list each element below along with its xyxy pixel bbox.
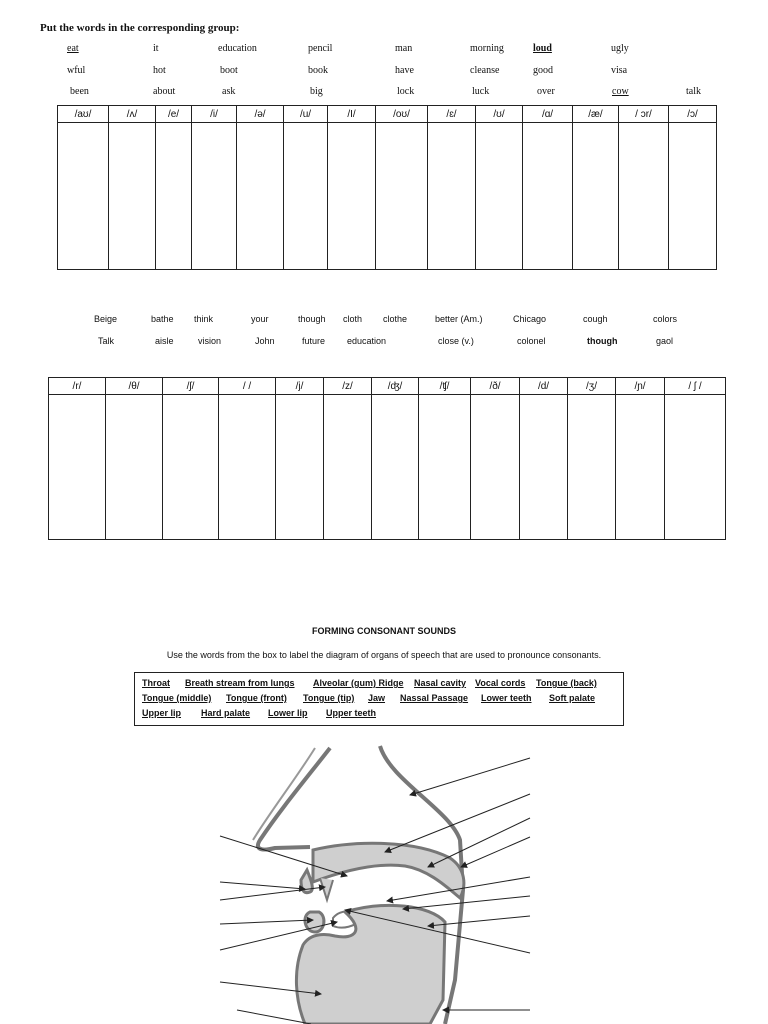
answer-cell[interactable]: [372, 395, 419, 540]
box-word: Tongue (front): [226, 693, 287, 703]
answer-cell[interactable]: [106, 395, 163, 540]
vowel-word: big: [310, 86, 323, 97]
consonant-symbol-header: / /: [219, 378, 276, 395]
vowel-symbol-header: /I/: [328, 106, 376, 123]
consonant-word: cough: [583, 314, 608, 324]
answer-cell[interactable]: [156, 123, 192, 270]
worksheet-instruction: Put the words in the corresponding group:: [40, 22, 240, 34]
vowel-symbol-header: /aʊ/: [58, 106, 109, 123]
consonant-word: future: [302, 336, 326, 346]
consonant-symbol-header: /d/: [520, 378, 568, 395]
vowel-symbol-header: /ɔ/: [669, 106, 717, 123]
consonant-word: education: [347, 336, 387, 346]
box-word: Tongue (middle): [142, 693, 212, 703]
answer-cell[interactable]: [619, 123, 669, 270]
consonant-word: better (Am.): [435, 314, 483, 324]
answer-cell[interactable]: [616, 395, 665, 540]
vowel-word: visa: [611, 65, 628, 76]
box-word: Tongue (back): [536, 678, 597, 688]
answer-cell[interactable]: [428, 123, 476, 270]
answer-cell[interactable]: [669, 123, 717, 270]
answer-cell[interactable]: [109, 123, 156, 270]
box-word: Jaw: [368, 693, 386, 703]
box-word: Hard palate: [201, 708, 251, 718]
vowel-symbol-header: /ʌ/: [109, 106, 156, 123]
speech-organs-diagram: [215, 740, 545, 1024]
consonant-word: your: [251, 314, 269, 324]
consonant-symbol-header: /z/: [324, 378, 372, 395]
vowel-word: education: [218, 43, 257, 54]
vowel-word: wful: [67, 65, 86, 76]
consonant-word: though: [587, 336, 618, 346]
consonant-word: cloth: [343, 314, 363, 324]
vowel-word: ugly: [611, 43, 629, 54]
answer-cell[interactable]: [328, 123, 376, 270]
consonant-word: Chicago: [513, 314, 547, 324]
vowel-symbol-header: /ɑ/: [523, 106, 573, 123]
consonant-symbol-header: /ʤ/: [372, 378, 419, 395]
vowel-symbol-header: /oʊ/: [376, 106, 428, 123]
label-arrow: [461, 837, 530, 867]
box-word: Upper teeth: [326, 708, 377, 718]
vowel-symbol-header: /æ/: [573, 106, 619, 123]
consonant-symbol-header: /θ/: [106, 378, 163, 395]
palate-shape: [313, 843, 464, 898]
consonant-word: Beige: [94, 314, 118, 324]
section-instruction: Use the words from the box to label the diagram of organs of speech that are used to pronounce consonants.: [166, 650, 602, 660]
vowel-word: over: [537, 86, 555, 97]
vowel-symbol-header: /ɛ/: [428, 106, 476, 123]
consonant-word: vision: [198, 336, 222, 346]
vowel-word: boot: [220, 65, 238, 76]
vowel-word: cleanse: [470, 65, 500, 76]
vowel-word: luck: [472, 86, 490, 97]
vowel-symbol-header: /e/: [156, 106, 192, 123]
answer-cell[interactable]: [284, 123, 328, 270]
consonant-word: John: [255, 336, 275, 346]
label-arrow: [410, 758, 530, 795]
vowel-symbol-header: /ə/: [237, 106, 284, 123]
answer-cell[interactable]: [419, 395, 471, 540]
consonant-symbol-header: /ʒ/: [568, 378, 616, 395]
box-word: Nassal Passage: [400, 693, 469, 703]
answer-cell[interactable]: [523, 123, 573, 270]
upper-teeth-shape: [320, 878, 333, 900]
box-word: Throat: [142, 678, 170, 688]
consonant-word: Talk: [98, 336, 115, 346]
vowel-word: loud: [533, 43, 552, 54]
vowel-word: morning: [470, 43, 504, 54]
box-word: Upper lip: [142, 708, 182, 718]
consonant-word: colonel: [517, 336, 546, 346]
answer-cell[interactable]: [58, 123, 109, 270]
vowel-word: man: [395, 43, 413, 54]
answer-cell[interactable]: [324, 395, 372, 540]
vowel-word: book: [308, 65, 328, 76]
vowel-word: eat: [67, 43, 79, 54]
vowel-symbol-header: /u/: [284, 106, 328, 123]
consonant-word: clothe: [383, 314, 408, 324]
consonant-symbol-header: /r/: [49, 378, 106, 395]
answer-cell[interactable]: [219, 395, 276, 540]
consonant-word: gaol: [656, 336, 674, 346]
word-box: [134, 672, 624, 726]
consonant-sort-table: [48, 377, 726, 540]
vowel-word: hot: [153, 65, 166, 76]
box-word: Breath stream from lungs: [185, 678, 295, 688]
nose-outline: [258, 748, 330, 850]
label-arrow: [220, 920, 313, 924]
vowel-word: about: [153, 86, 176, 97]
vowel-symbol-header: / ɔr/: [619, 106, 669, 123]
consonant-symbol-header: /ʧ/: [419, 378, 471, 395]
vowel-symbol-header: /ʊ/: [476, 106, 523, 123]
box-word: Tongue (tip): [303, 693, 355, 703]
answer-cell[interactable]: [568, 395, 616, 540]
answer-cell[interactable]: [573, 123, 619, 270]
consonant-symbol-header: /j/: [276, 378, 324, 395]
answer-cell[interactable]: [49, 395, 106, 540]
consonant-word: bathe: [151, 314, 174, 324]
label-arrow: [220, 882, 305, 889]
vowel-word: cow: [612, 86, 629, 97]
answer-cell[interactable]: [163, 395, 219, 540]
consonant-word: close (v.): [438, 336, 474, 346]
consonant-word: colors: [653, 314, 678, 324]
vowel-word: pencil: [308, 43, 333, 54]
answer-cell[interactable]: [192, 123, 237, 270]
answer-cell[interactable]: [376, 123, 428, 270]
consonant-symbol-header: /ɲ/: [616, 378, 665, 395]
consonant-symbol-header: /ð/: [471, 378, 520, 395]
vowel-word: ask: [222, 86, 236, 97]
box-word: Soft palate: [549, 693, 596, 703]
consonant-symbol-header: / ʃ /: [665, 378, 726, 395]
consonant-word: think: [194, 314, 214, 324]
box-word: Vocal cords: [475, 678, 526, 688]
vowel-word: been: [70, 86, 89, 97]
box-word: Lower lip: [268, 708, 308, 718]
answer-cell[interactable]: [276, 395, 324, 540]
box-word: Alveolar (gum) Ridge: [313, 678, 404, 688]
box-word: Lower teeth: [481, 693, 532, 703]
vowel-word: good: [533, 65, 553, 76]
vowel-word: lock: [397, 86, 415, 97]
answer-cell[interactable]: [520, 395, 568, 540]
vowel-sort-table: [57, 105, 717, 270]
label-arrow: [403, 896, 530, 909]
answer-cell[interactable]: [476, 123, 523, 270]
consonant-word: though: [298, 314, 326, 324]
vowel-word: have: [395, 65, 414, 76]
vowel-word: it: [153, 43, 159, 54]
box-word: Nasal cavity: [414, 678, 467, 688]
answer-cell[interactable]: [237, 123, 284, 270]
consonant-symbol-header: /ʃ/: [163, 378, 219, 395]
vowel-word: talk: [686, 86, 701, 97]
answer-cell[interactable]: [665, 395, 726, 540]
label-arrow: [385, 794, 530, 852]
consonant-word: aisle: [155, 336, 174, 346]
vowel-symbol-header: /i/: [192, 106, 237, 123]
section-title: FORMING CONSONANT SOUNDS: [312, 626, 456, 636]
answer-cell[interactable]: [471, 395, 520, 540]
